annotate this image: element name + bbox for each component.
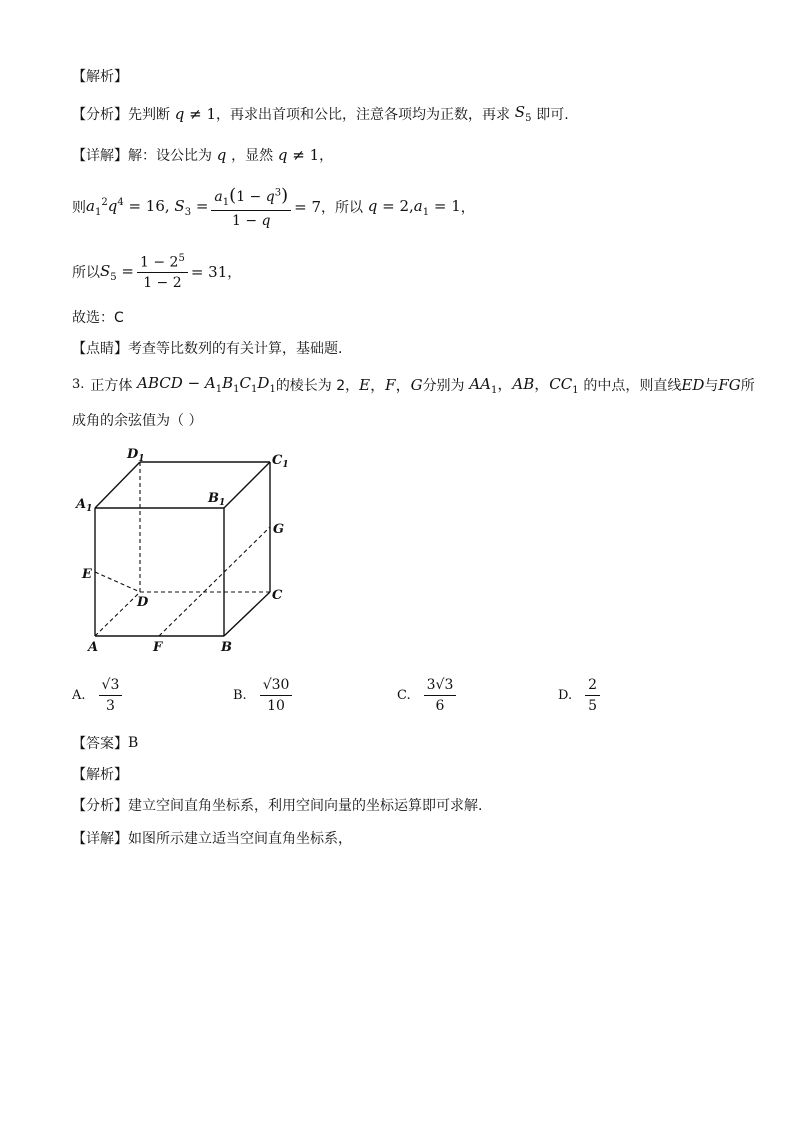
question-3-line-1 [72, 373, 755, 396]
analysis-line [72, 103, 569, 124]
option-a[interactable] [72, 677, 125, 714]
label-d1: $D_1$ [127, 447, 145, 464]
formula-aa1-ab-cc1: $AA_1$，AB，$CC_1$ [464, 375, 579, 396]
option-c-fraction [424, 677, 457, 714]
q3-t3: 分别为 [422, 377, 465, 394]
xiangjie-tag: 【详解】 [72, 148, 128, 164]
answer-value: B [128, 735, 139, 751]
ze-end: ， [460, 200, 475, 216]
option-b[interactable] [233, 677, 295, 714]
formula-s5-b: $S_5$ = [100, 261, 134, 283]
option-c-label: C. [397, 688, 411, 703]
option-c-den: 6 [435, 698, 445, 714]
label-f: F [153, 640, 163, 655]
fenxi-tag-2: 【分析】 [72, 798, 128, 814]
segment-fg [159, 527, 270, 636]
detail-line-1 [72, 145, 333, 165]
answer-line [72, 733, 138, 753]
suoyi-end: ， [227, 265, 242, 281]
label-a: A [88, 640, 99, 655]
fenxi-tag: 【分析】 [72, 106, 128, 123]
equation-line-1 [72, 184, 475, 230]
q3-t5: 与 [704, 377, 719, 394]
comment-line [72, 338, 342, 358]
option-d-den: 5 [588, 698, 598, 714]
formula-q-ne-1: q ≠ 1 [170, 104, 217, 123]
formula-ed: ED [681, 375, 705, 394]
cube-figure [70, 445, 330, 660]
segment-ed [95, 572, 140, 592]
question-3-line-2 [72, 410, 202, 430]
detail-line-2 [72, 828, 352, 848]
label-b1: $B_1$ [208, 491, 226, 508]
option-c[interactable] [397, 677, 459, 714]
label-d: D [137, 595, 149, 610]
option-d-num: 2 [585, 677, 600, 696]
formula-fg: FG [718, 375, 741, 394]
jiexi-tag: 【解析】 [72, 69, 128, 85]
option-a-den: 3 [105, 698, 115, 714]
formula-s5: $S_5$ [510, 103, 532, 124]
jiexi-tag-2: 【解析】 [72, 767, 128, 783]
label-g: G [273, 522, 285, 537]
formula-q: q [212, 146, 232, 164]
edge-a1d1 [95, 462, 140, 508]
section-jiexi-1 [72, 66, 128, 86]
label-c1: $C_1$ [272, 453, 289, 470]
dianjing-tag: 【点睛】 [72, 341, 128, 357]
option-d[interactable] [558, 677, 603, 714]
equation-line-2 [72, 250, 241, 294]
option-d-label: D. [558, 688, 573, 703]
q3-t6: 所 [740, 377, 755, 394]
fenxi-text-1: 先判断 [128, 106, 170, 123]
option-a-label: A. [72, 688, 86, 703]
xiangjie-text-2: ，显然 [231, 148, 274, 164]
formula-q-ne-1-b: q ≠ 1 [273, 146, 320, 164]
fraction-s3: $\frac{a_1(1 - q^3)}{1 - q}$ [211, 185, 291, 229]
analysis-line-2 [72, 795, 482, 815]
option-b-fraction [260, 677, 293, 714]
fenxi-text-3: 即可. [536, 106, 569, 123]
edge-b1c1 [224, 462, 270, 508]
formula-eq-7: = 7 [294, 198, 321, 216]
formula-efg: E，F，G [359, 376, 423, 394]
fraction-s5: $\frac{1 - 2^5}{1 - 2}$ [137, 253, 188, 292]
option-a-num: √3 [99, 677, 123, 696]
fenxi-text-2b: 建立空间直角坐标系，利用空间向量的坐标运算即可求解. [128, 798, 483, 814]
label-e: E [82, 567, 92, 582]
label-b: B [221, 640, 232, 655]
option-b-label: B. [233, 688, 247, 703]
xiangjie-text-1: 解：设公比为 [128, 148, 212, 164]
suoyi-prefix: 所以 [72, 265, 100, 281]
option-c-num: 3√3 [424, 677, 457, 696]
label-a1: $A_1$ [76, 497, 93, 514]
xiangjie-text-3: ， [319, 148, 334, 164]
q3-t1: 正方体 [90, 377, 133, 394]
dianjing-text: 考查等比数列的有关计算，基础题. [128, 341, 343, 357]
ze-prefix: 则 [72, 200, 86, 216]
edge-ad-hidden [95, 592, 140, 636]
ze-mid: ，所以 [321, 200, 363, 216]
section-jiexi-2 [72, 764, 128, 784]
question-number: 3. [72, 377, 85, 392]
option-b-den: 10 [267, 698, 285, 714]
option-d-fraction [585, 677, 600, 714]
q3-t2: 的棱长为 2， [275, 377, 360, 394]
answer-tag: 【答案】 [72, 736, 128, 752]
formula-a1q: $a_1^2q^4 = 16$, $S_3$ = [86, 196, 209, 218]
formula-cube: ABCD − $A_1B_1C_1D_1$ [132, 374, 276, 395]
q3-line2: 成角的余弦值为（ ） [72, 413, 203, 429]
label-c: C [272, 588, 283, 603]
formula-eq-31: = 31 [190, 263, 228, 281]
option-b-num: √30 [260, 677, 293, 696]
edge-bc [224, 592, 270, 636]
fenxi-text-2: ，再求出首项和公比，注意各项均为正数，再求 [216, 106, 511, 123]
xiangjie-text-2b: 如图所示建立适当空间直角坐标系， [128, 831, 352, 847]
option-a-fraction [99, 677, 123, 714]
choice-line [72, 307, 124, 327]
formula-q-2-a1-1: $q = 2,a_1 = 1$ [363, 196, 461, 218]
q3-t4: 的中点，则直线 [583, 377, 682, 394]
xiangjie-tag-2: 【详解】 [72, 831, 128, 847]
guxuan-text: 故选：C [72, 310, 124, 326]
